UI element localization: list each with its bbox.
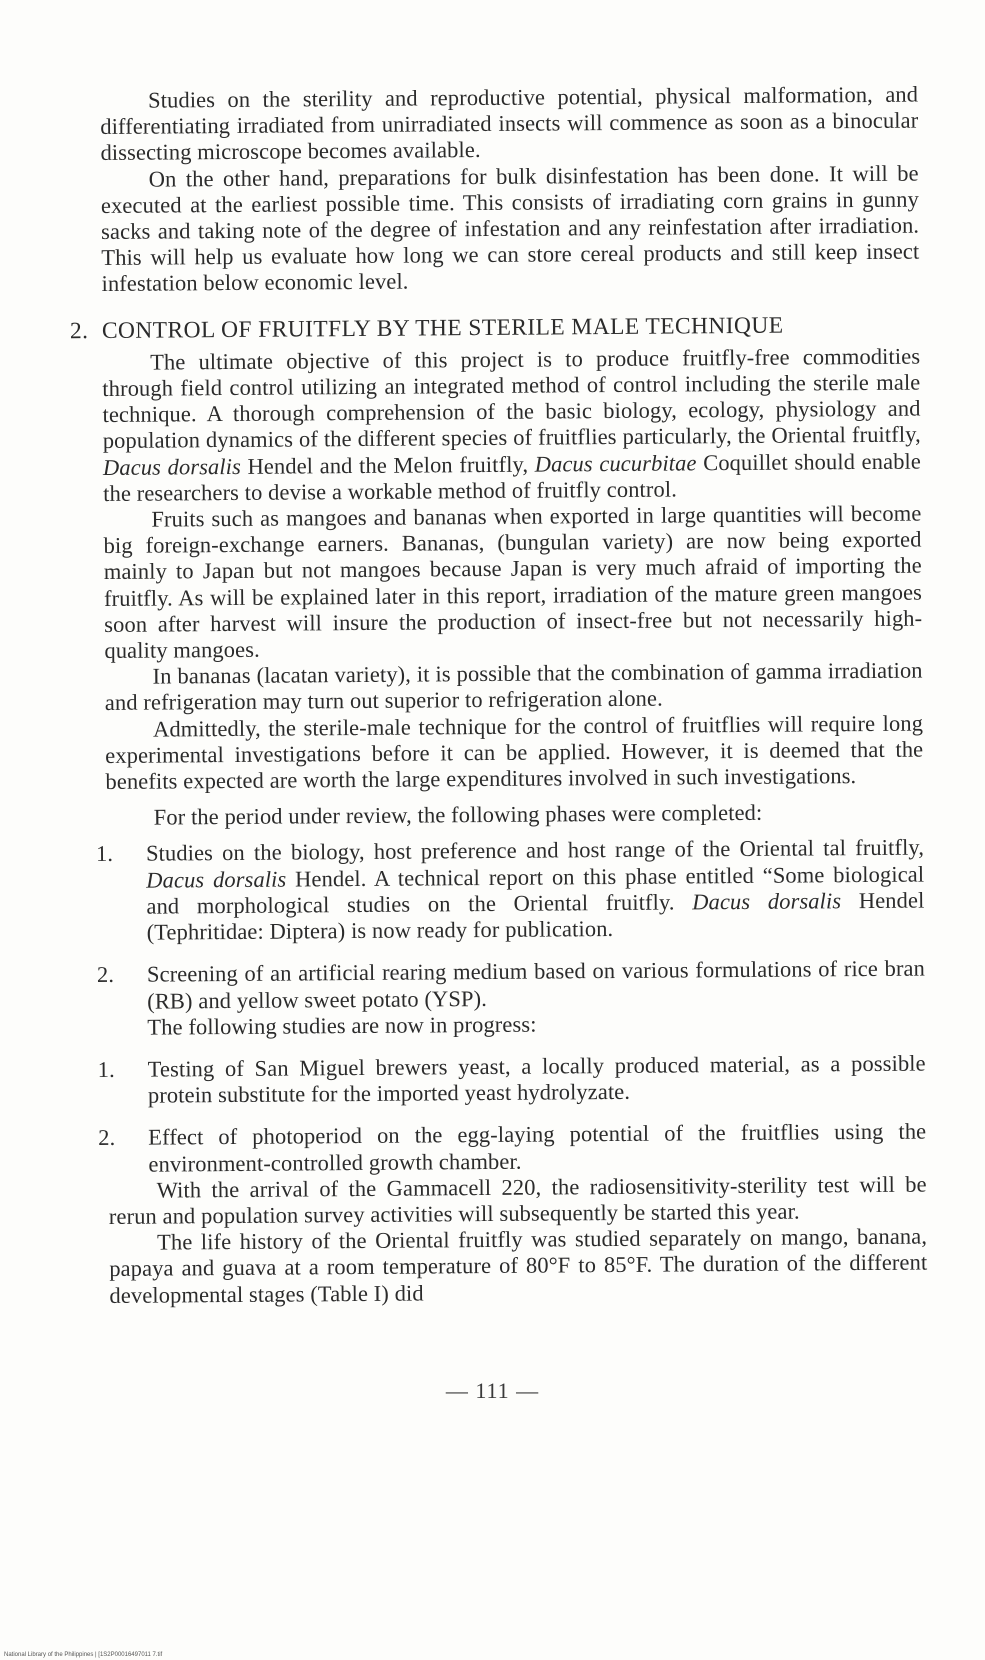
completed-phases-list xyxy=(95,835,926,1041)
species-dacus-dorsalis: Dacus dorsalis xyxy=(692,888,842,915)
gammacell-paragraph: With the arrival of the Gammacell 220, the radiosensitivity-sterility test will be rerun and population survey activities will subsequently be started this year. xyxy=(108,1171,927,1229)
section-number: 2. xyxy=(69,317,89,344)
progress-item-text: Testing of San Miguel brewers yeast, a locally produced material, as a possible protein substitute for the imported yeast hydrolyzate. xyxy=(147,1050,926,1108)
species-dacus-cucurbitae: Dacus cucurbitae xyxy=(534,449,697,477)
phase2-text: Screening of an artificial rearing medium based on various formulations of rice bran (RB) and yellow sweet potato (YSP). xyxy=(146,955,926,1014)
in-progress-list xyxy=(97,1050,927,1177)
section-title: CONTROL OF FRUITFLY BY THE STERILE MALE TECHNIQUE xyxy=(101,312,784,344)
list-marker: 1. xyxy=(97,1056,115,1082)
list-marker: 2. xyxy=(96,962,115,988)
objective-text-1: The ultimate objective of this project is to produce fruitfly-free commodities through field control utilizing an integrated method of control including the sterile male technique. A thorough comprehension of the basic biology, ecology, physiology and population dynamics of the different species of fruitflies particularly, the Oriental fruitfly, xyxy=(102,343,921,454)
admittedly-paragraph: Admittedly, the sterile-male technique for the control of fruitflies will require long experimental investigations before it can be applied. However, it is deemed that the benefits expected are worth the large expenditures involved in such investigations. xyxy=(105,710,924,795)
section-heading xyxy=(70,311,920,344)
period-review-paragraph: For the period under review, the following phases were completed: xyxy=(153,800,763,830)
list-item xyxy=(98,1050,926,1109)
phase1-text-2: Hendel. A technical report on this phase entitled “Some biological and morphological studies on the Oriental fruitfly. xyxy=(146,861,925,919)
document-body xyxy=(69,81,928,1309)
page-number: — 111 — xyxy=(445,1378,540,1403)
intro-paragraph-2: On the other hand, preparations for bulk disinfestation has been done. It will be executed at the earliest possible time. This consists of irradiating corn grains in gunny sacks and taking note of the degree of infestation and any reinfestation after irradiation. This will help us evaluate how long we can store cereal products and still keep insect infestation below economic level. xyxy=(100,160,920,297)
list-marker: 2. xyxy=(98,1125,116,1151)
scan-footer: National Library of the Philippines | [1S2P00016497011 7.tif xyxy=(4,1652,163,1658)
species-dacus-dorsalis: Dacus dorsalis xyxy=(146,866,287,893)
list-item xyxy=(96,835,925,946)
objective-paragraph xyxy=(102,343,921,507)
life-history-paragraph: The life history of the Oriental fruitfly was studied separately on mango, banana, papaya and guava at a room temperature of 80°F to 85°F. The duration of the different developmental stages (Table I) did xyxy=(109,1223,928,1308)
export-paragraph: Fruits such as mangoes and bananas when exported in large quantities will become big foreign-exchange earners. Bananas, (bungulan variety) are now being exported mainly to Japan but not mangoes because Japan is very much afraid of importing the fruitfly. As will be explained later in this report, irradiation of the mature green mangoes soon after harvest will insure the production of insect-free but not necessarily high-quality mangoes. xyxy=(103,500,923,664)
progress-item-text: Effect of photoperiod on the egg-laying potential of the fruitflies using the environment-controlled growth chamber. xyxy=(148,1118,927,1177)
list-item xyxy=(98,1119,926,1178)
bananas-paragraph: In bananas (lacatan variety), it is possible that the combination of gamma irradiation and refrigeration may turn out superior to refrigeration alone. xyxy=(104,657,923,716)
phase1-text-3: Hendel (Tephritidae: Diptera) is now ready for publication. xyxy=(146,887,925,945)
intro-paragraph-1: Studies on the sterility and reproductive potential, physical malformation, and differentiating irradiated from unirradiated insects will commence as soon as a binocular dissecting microscope becomes available. xyxy=(100,81,919,166)
species-dacus-dorsalis: Dacus dorsalis xyxy=(102,453,241,480)
list-item xyxy=(97,956,926,1041)
objective-text-2: Hendel and the Melon fruitfly, xyxy=(247,451,529,479)
phase2-continuation: The following studies are now in progress: xyxy=(147,1011,537,1040)
list-marker: 1. xyxy=(95,841,114,867)
objective-text-3: Coquillet should enable the researchers to devise a workable method of fruitfly control. xyxy=(103,448,922,506)
phase1-text-1: Studies on the biology, host preference and host range of the Oriental tal fruitfly, xyxy=(145,835,925,867)
